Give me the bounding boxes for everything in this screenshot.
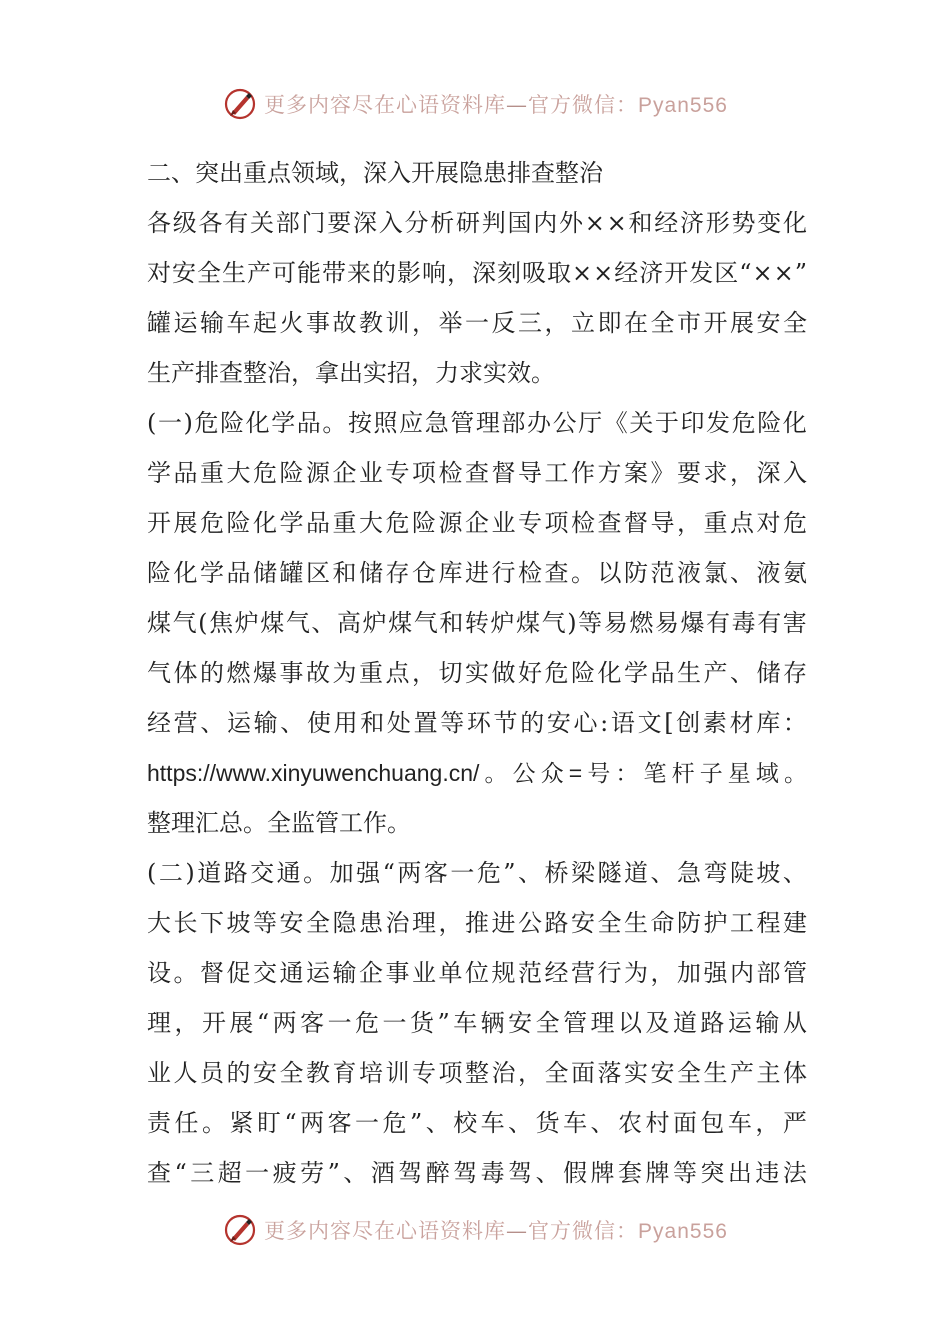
banner-separator: — [506, 93, 529, 117]
wechat-label: 官方微信： [528, 93, 639, 117]
paragraph-line: ( 一 ) 危 险 化 学 品 。 按 照 应 急 管 理 部 办 公 厅 《 关 于 印 发 危 险 化 [147, 409, 807, 437]
paragraph-line: 罐 运 输 车 起 火 事 故 教 训 ， 举 一 反 三 ， 立 即 在 全 市 开 展 安 全 [147, 309, 807, 337]
paragraph-line: 整理汇总。全监管工作。 [147, 809, 411, 837]
wechat-label: 官方微信： [528, 1219, 639, 1243]
document-body [147, 148, 807, 1198]
header-watermark-banner [0, 80, 950, 128]
wechat-id: Pyan556 [638, 94, 728, 117]
paragraph-line: 气 体 的 燃 爆 事 故 为 重 点 ， 切 实 做 好 危 险 化 学 品 生 产 、 储 存 [147, 659, 807, 687]
paragraph-line: 险 化 学 品 储 罐 区 和 储 存 仓 库 进 行 检 查 。 以 防 范 液 氯 、 液 氨 [147, 559, 807, 587]
paragraph-line: 查 “ 三 超 一 疲 劳 ” 、 酒 驾 醉 驾 毒 驾 、 假 牌 套 牌 等 突 出 违 法 [147, 1159, 807, 1187]
paragraph-line: 责 任 。 紧 盯 “ 两 客 一 危 ” 、 校 车 、 货 车 、 农 村 面 包 车 ， 严 [147, 1109, 807, 1137]
paragraph-line: 经 营 、 运 输 、 使 用 和 处 置 等 环 节 的 安 心 : 语 文 [ 创 素 材 库 ： [147, 709, 807, 737]
paragraph-line: 生产排查整治，拿出实招，力求实效。 [147, 359, 555, 387]
banner-title: 更多内容尽在心语资料库 [264, 93, 507, 117]
banner-separator: — [506, 1219, 529, 1243]
paragraph-line: ( 二 ) 道 路 交 通 。 加 强 “ 两 客 一 危 ” 、 桥 梁 隧 道 、 急 弯 陡 坡 、 [147, 859, 807, 887]
pen-circle-logo-icon [222, 86, 258, 122]
paragraph-line: 大 长 下 坡 等 安 全 隐 患 治 理 ， 推 进 公 路 安 全 生 命 防 护 工 程 建 [147, 909, 807, 937]
url-line: https://www.xinyuwenchuang.cn/ 。 公 众 = 号 ： 笔 杆 子 星 域 。 [147, 760, 807, 786]
paragraph-line: 对 安 全 生 产 可 能 带 来 的 影 响 ， 深 刻 吸 取 × × 经 济 开 发 区 “ × × ” [147, 259, 807, 287]
paragraph-line: 煤 气 ( 焦 炉 煤 气 、 高 炉 煤 气 和 转 炉 煤 气 ) 等 易 燃 易 爆 有 毒 有 害 [147, 609, 807, 637]
paragraph-line: 开 展 危 险 化 学 品 重 大 危 险 源 企 业 专 项 检 查 督 导 ， 重 点 对 危 [147, 509, 807, 537]
paragraph-line: 设 。 督 促 交 通 运 输 企 事 业 单 位 规 范 经 营 行 为 ， 加 强 内 部 管 [147, 959, 807, 987]
paragraph-line: 各 级 各 有 关 部 门 要 深 入 分 析 研 判 国 内 外 × × 和 经 济 形 势 变 化 [147, 209, 807, 237]
banner-title: 更多内容尽在心语资料库 [264, 1219, 507, 1243]
section-heading: 二、突出重点领域，深入开展隐患排查整治 [147, 159, 603, 187]
paragraph-line: 理 ， 开 展 “ 两 客 一 危 一 货 ” 车 辆 安 全 管 理 以 及 道 路 运 输 从 [147, 1009, 807, 1037]
footer-watermark-banner [0, 1206, 950, 1254]
wechat-id: Pyan556 [638, 1220, 728, 1243]
paragraph-line: 学 品 重 大 危 险 源 企 业 专 项 检 查 督 导 工 作 方 案 》 要 求 ， 深 入 [147, 459, 807, 487]
pen-circle-logo-icon [222, 1212, 258, 1248]
paragraph-line: 业 人 员 的 安 全 教 育 培 训 专 项 整 治 ， 全 面 落 实 安 全 生 产 主 体 [147, 1059, 807, 1087]
